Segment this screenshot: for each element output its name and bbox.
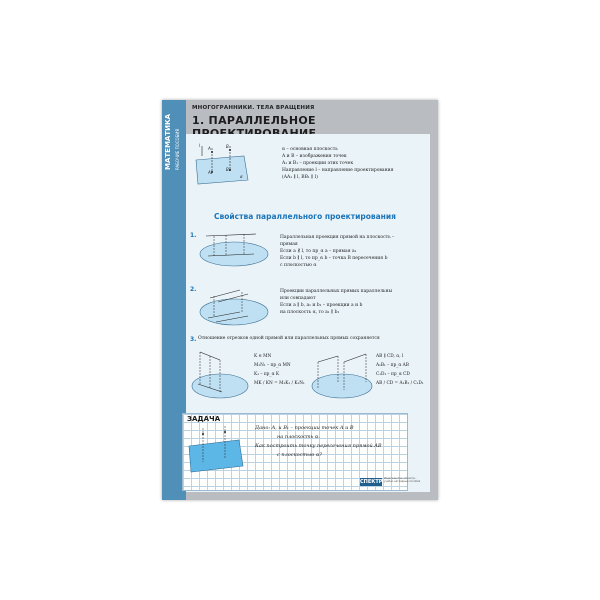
publisher-info: Издательство «Спектр» · учебно-наглядные пособия (384, 477, 421, 483)
property-1-text: Параллельная проекция прямой на плоскость – прямая Если a ∦ l, то пр_α a – прямая a₁ Если b ∥ l, то пр_α b – точка B пересечения b с плоскостью α (280, 235, 395, 268)
property-2-number: 2. (190, 286, 197, 293)
label-A: A (208, 146, 211, 151)
label-A1: A₁ (208, 170, 213, 175)
poster (162, 100, 438, 500)
property-1-number: 1. (190, 232, 197, 239)
publisher-logo: СПЕКТР (360, 479, 383, 485)
sidebar-subject: МАТЕМАТИКА РАБОЧИЕ ПОСОБИЯ (164, 113, 180, 170)
property-3-text: Отношение отрезков одной прямой или параллельных прямых сохраняется (198, 336, 380, 341)
task-figure (185, 426, 247, 476)
section-label: МНОГОГРАННИКИ. ТЕЛА ВРАЩЕНИЯ (192, 105, 315, 111)
property-1-figure (196, 230, 276, 270)
property-2-figure (196, 284, 276, 328)
page-title: 1. ПАРАЛЛЕЛЬНОЕ (192, 114, 316, 127)
intro-figure (192, 142, 252, 192)
label-B: B (226, 144, 229, 149)
property-3-right-figure (310, 348, 374, 402)
property-2-text: Проекции параллельных прямых параллельны или совпадают Если a ∥ b, a₁ и b₁ – проекции a и b на плоскость α, то a₁ ∥ b₁ (280, 289, 393, 315)
label-l: l (199, 143, 201, 148)
task-text: Дано: A, и B₁ – проекции точек A и B на плоскость α. Как построить точку пересечения прямой AB с плоскостью α? (255, 425, 382, 458)
label-alpha: α (240, 174, 243, 179)
label-B1: B₁ (226, 167, 231, 172)
property-3-left-text: K ∈ MN M₁N₁ – пр_α MN K₁ – пр_α K MK / KN = M₁K₁ / K₁N₁ (254, 354, 305, 386)
task-title: ЗАДАЧА (187, 415, 221, 423)
property-3-number: 3. (190, 336, 197, 343)
property-3-right-text: AB ∥ CD, α, l A₁B₁ – пр_α AB C₁D₁ – пр_α CD AB / CD = A₁B₁ / C₁D₁ (376, 354, 424, 386)
properties-title: Свойства параллельного проектирования (214, 212, 396, 221)
intro-definitions: α – основная плоскость A и B – изображения точек A₁ и B₁ – проекции этих точек Направление l – направление проектирования (AA₁ ∥ l, BB₁ ∥ l) (282, 147, 394, 180)
property-3-left-figure (190, 348, 250, 402)
